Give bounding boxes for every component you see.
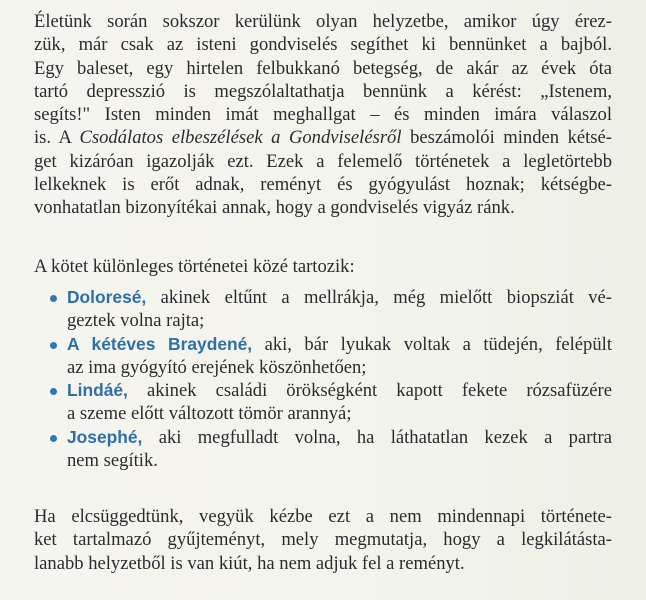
list-item (50, 379, 612, 426)
text-line: nem segítik. (67, 450, 158, 472)
text-line (67, 426, 612, 449)
text-line: lanabb helyzetből is van kiút, ha nem adjuk fel a reményt. (34, 552, 465, 574)
intro-paragraph (34, 10, 612, 220)
story-name: Lindáé, (67, 380, 128, 401)
text-line: A kötet különleges történetei közé tartozik: (34, 256, 355, 277)
text-line (67, 379, 612, 402)
text-line: a szeme előtt változott tömör arannyá; (67, 403, 352, 425)
text-line: lelkeknek is erőt adnak, reményt és gyógyulást hoznak; kétségbe- (34, 174, 612, 196)
bullet-icon (50, 388, 57, 395)
story-text: aki megfulladt volna, ha láthatatlan kezek a partra (158, 426, 612, 448)
lead-sentence (34, 255, 612, 278)
closing-paragraph (34, 505, 612, 575)
list-item (50, 333, 612, 380)
story-text: aki, bár lyukak voltak a tüdején, felépült (264, 333, 612, 355)
text-fragment: is. A (34, 127, 80, 149)
bullet-icon (50, 435, 57, 442)
text-fragment: beszámolói minden kétsé- (410, 127, 612, 149)
text-line: tartó depresszió is megszólaltathatja bennünk a kérést: „Istenem, (34, 80, 612, 102)
story-name: Doloresé, (67, 287, 147, 307)
text-line: segíts!" Isten minden imát meghallgat – és minden imára válaszol (34, 104, 612, 126)
bullet-icon (50, 342, 57, 349)
text-line: get kizáróan igazolják ezt. Ezek a felemelő történetek a legletörtebb (34, 150, 612, 172)
text-line: vonhatatlan bizonyítékai annak, hogy a gondviselés vigyáz ránk. (34, 197, 515, 219)
story-text: akinek eltűnt a mellrákja, még mielőtt biopsziát vé- (160, 287, 612, 308)
text-line (67, 333, 612, 356)
story-list (50, 286, 612, 472)
text-line (34, 126, 612, 149)
text-line (67, 286, 612, 309)
book-title: Csodálatos elbeszélések a Gondviselésről (79, 127, 402, 149)
story-name: Josephé, (67, 426, 143, 447)
text-line: Életünk során sokszor kerülünk olyan helyzetbe, amikor úgy érez- (34, 11, 612, 32)
text-line: geztek volna rajta; (67, 310, 205, 332)
list-item (50, 426, 612, 473)
list-item (50, 286, 612, 333)
story-text: akinek családi örökségként kapott fekete rózsafüzére (146, 380, 612, 402)
text-line: zük, már csak az isteni gondviselés segíthet ki bennünket a bajból. (34, 34, 612, 56)
text-line: ket tartalmazó gyűjteményt, mely megmutatja, hogy a legkilátásta- (34, 529, 612, 551)
text-line: az ima gyógyító erejének köszönhetően; (67, 356, 367, 378)
story-name: A kétéves Braydené, (67, 333, 253, 354)
text-line: Ha elcsüggedtünk, vegyük kézbe ezt a nem mindennapi története- (34, 506, 612, 527)
text-line: Egy baleset, egy hirtelen felbukkanó betegség, de akár az évek óta (34, 57, 612, 79)
bullet-icon (50, 295, 57, 302)
